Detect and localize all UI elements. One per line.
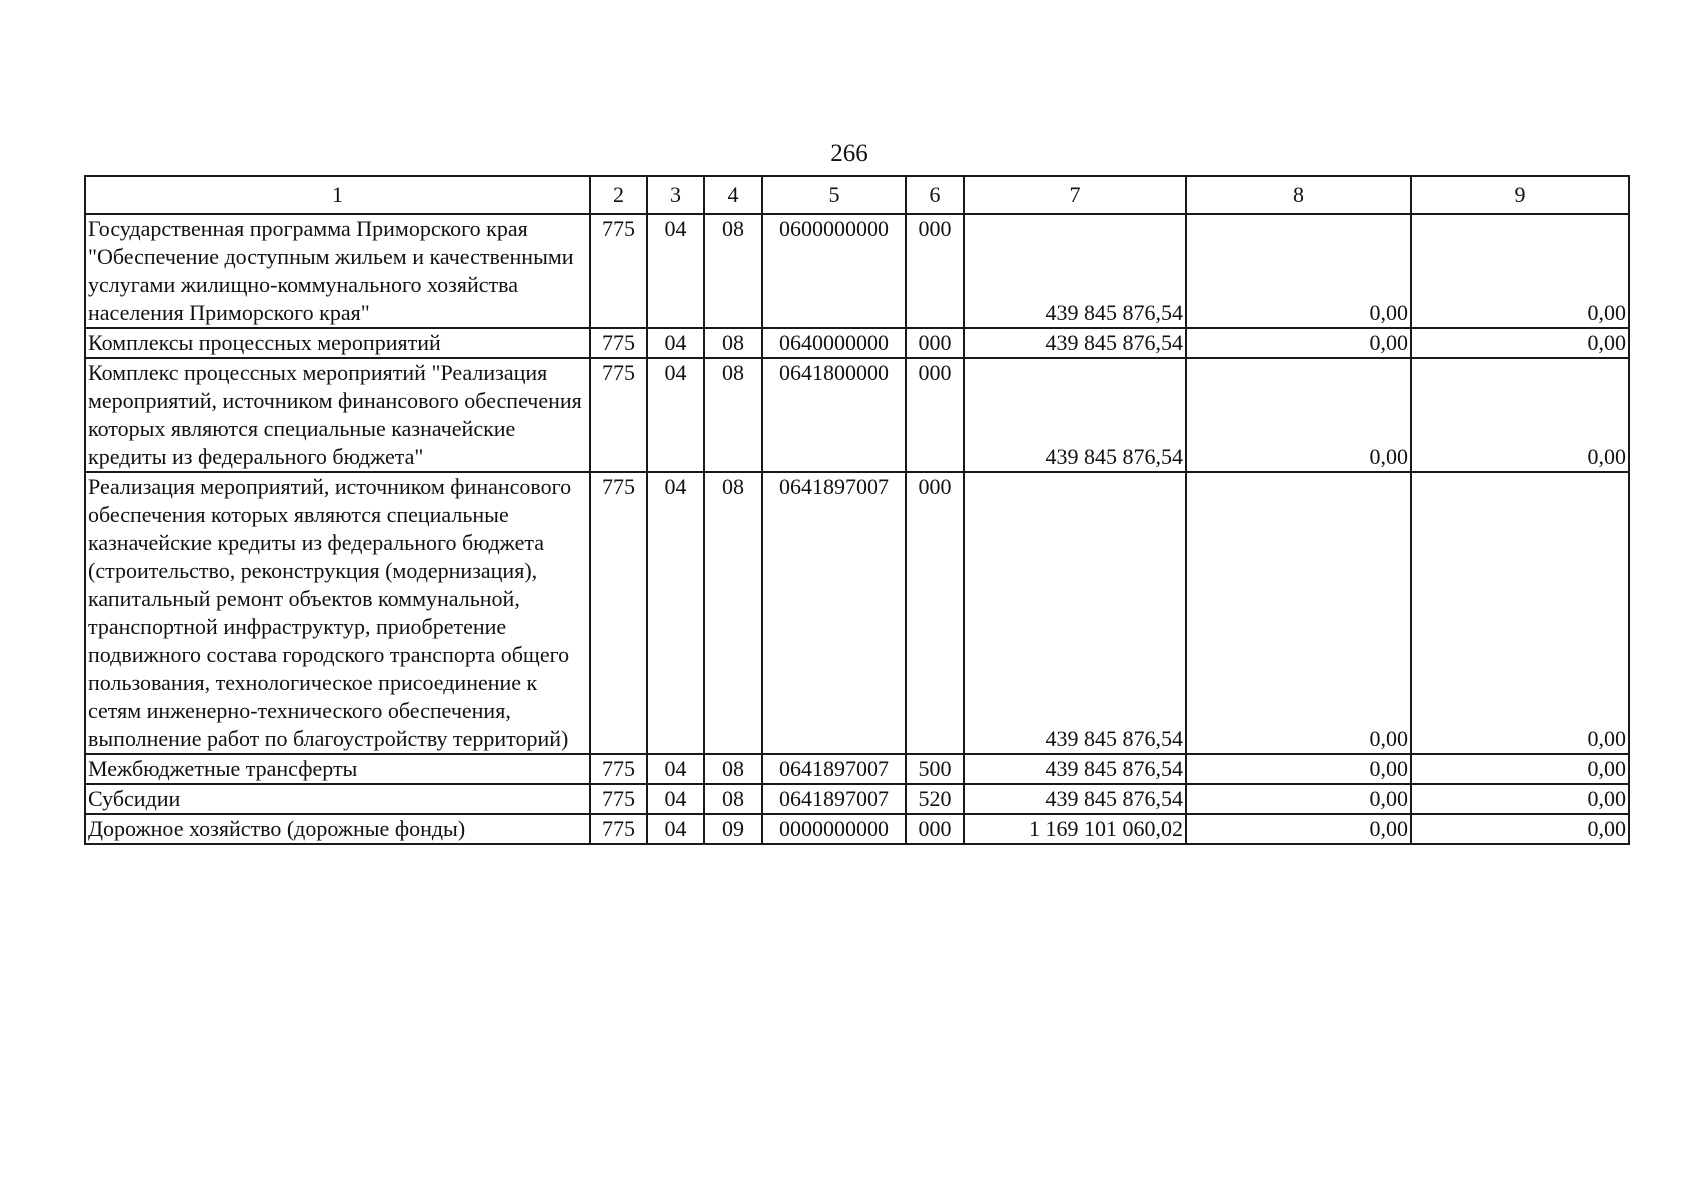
column-header: 4 bbox=[704, 176, 762, 214]
cell-col2: 775 bbox=[590, 754, 647, 784]
cell-col4: 08 bbox=[704, 754, 762, 784]
table-header bbox=[85, 176, 1629, 214]
cell-col5: 0600000000 bbox=[762, 214, 906, 328]
column-header: 9 bbox=[1411, 176, 1629, 214]
cell-col2: 775 bbox=[590, 472, 647, 754]
cell-col5: 0641897007 bbox=[762, 784, 906, 814]
cell-col8-amount: 0,00 bbox=[1186, 472, 1411, 754]
cell-col5: 0000000000 bbox=[762, 814, 906, 844]
cell-col9-amount: 0,00 bbox=[1411, 472, 1629, 754]
cell-col9-amount: 0,00 bbox=[1411, 328, 1629, 358]
cell-col7-amount: 439 845 876,54 bbox=[964, 784, 1186, 814]
cell-col2: 775 bbox=[590, 328, 647, 358]
cell-col7-amount: 439 845 876,54 bbox=[964, 472, 1186, 754]
column-header: 7 bbox=[964, 176, 1186, 214]
cell-col4: 08 bbox=[704, 472, 762, 754]
row-name: Дорожное хозяйство (дорожные фонды) bbox=[85, 814, 590, 844]
cell-col7-amount: 439 845 876,54 bbox=[964, 754, 1186, 784]
table-row bbox=[85, 784, 1629, 814]
cell-col8-amount: 0,00 bbox=[1186, 328, 1411, 358]
cell-col2: 775 bbox=[590, 358, 647, 472]
cell-col3: 04 bbox=[647, 784, 704, 814]
cell-col6: 500 bbox=[906, 754, 964, 784]
column-header: 2 bbox=[590, 176, 647, 214]
cell-col7-amount: 439 845 876,54 bbox=[964, 214, 1186, 328]
cell-col6: 000 bbox=[906, 328, 964, 358]
cell-col6: 000 bbox=[906, 472, 964, 754]
row-name: Государственная программа Приморского края "Обеспечение доступным жильем и качественными услугами жилищно-коммунального хозяйства населения Приморского края" bbox=[85, 214, 590, 328]
column-header: 8 bbox=[1186, 176, 1411, 214]
header-row bbox=[85, 176, 1629, 214]
cell-col8-amount: 0,00 bbox=[1186, 814, 1411, 844]
row-name: Субсидии bbox=[85, 784, 590, 814]
column-header: 3 bbox=[647, 176, 704, 214]
row-name: Реализация мероприятий, источником финансового обеспечения которых являются специальные казначейские кредиты из федерального бюджета (строительство, реконструкция (модернизация), капитальный ремонт объектов коммунальной, транспортной инфраструктур, приобретение подвижного состава городского транспорта общего пользования, технологическое присоединение к сетям инженерно-технического обеспечения, выполнение работ по благоустройству территорий) bbox=[85, 472, 590, 754]
cell-col3: 04 bbox=[647, 358, 704, 472]
cell-col8-amount: 0,00 bbox=[1186, 214, 1411, 328]
column-header: 6 bbox=[906, 176, 964, 214]
cell-col2: 775 bbox=[590, 784, 647, 814]
cell-col3: 04 bbox=[647, 328, 704, 358]
cell-col9-amount: 0,00 bbox=[1411, 754, 1629, 784]
cell-col3: 04 bbox=[647, 214, 704, 328]
column-header: 5 bbox=[762, 176, 906, 214]
table-row bbox=[85, 358, 1629, 472]
cell-col8-amount: 0,00 bbox=[1186, 784, 1411, 814]
table-row bbox=[85, 472, 1629, 754]
cell-col9-amount: 0,00 bbox=[1411, 358, 1629, 472]
cell-col8-amount: 0,00 bbox=[1186, 754, 1411, 784]
cell-col4: 08 bbox=[704, 358, 762, 472]
cell-col5: 0641897007 bbox=[762, 754, 906, 784]
row-name: Комплексы процессных мероприятий bbox=[85, 328, 590, 358]
cell-col7-amount: 1 169 101 060,02 bbox=[964, 814, 1186, 844]
cell-col5: 0640000000 bbox=[762, 328, 906, 358]
column-header: 1 bbox=[85, 176, 590, 214]
cell-col2: 775 bbox=[590, 814, 647, 844]
table-body bbox=[85, 214, 1629, 844]
table-row bbox=[85, 754, 1629, 784]
cell-col7-amount: 439 845 876,54 bbox=[964, 328, 1186, 358]
page-number: 266 bbox=[830, 140, 868, 167]
cell-col3: 04 bbox=[647, 754, 704, 784]
table-row bbox=[85, 214, 1629, 328]
table-row bbox=[85, 328, 1629, 358]
cell-col6: 520 bbox=[906, 784, 964, 814]
cell-col4: 08 bbox=[704, 214, 762, 328]
cell-col9-amount: 0,00 bbox=[1411, 214, 1629, 328]
cell-col4: 08 bbox=[704, 784, 762, 814]
cell-col9-amount: 0,00 bbox=[1411, 814, 1629, 844]
cell-col9-amount: 0,00 bbox=[1411, 784, 1629, 814]
cell-col7-amount: 439 845 876,54 bbox=[964, 358, 1186, 472]
row-name: Комплекс процессных мероприятий "Реализация мероприятий, источником финансового обеспечения которых являются специальные казначейские кредиты из федерального бюджета" bbox=[85, 358, 590, 472]
row-name: Межбюджетные трансферты bbox=[85, 754, 590, 784]
cell-col2: 775 bbox=[590, 214, 647, 328]
budget-table bbox=[84, 175, 1630, 845]
cell-col8-amount: 0,00 bbox=[1186, 358, 1411, 472]
cell-col5: 0641800000 bbox=[762, 358, 906, 472]
cell-col4: 08 bbox=[704, 328, 762, 358]
cell-col4: 09 bbox=[704, 814, 762, 844]
cell-col3: 04 bbox=[647, 472, 704, 754]
table-row bbox=[85, 814, 1629, 844]
cell-col6: 000 bbox=[906, 358, 964, 472]
cell-col3: 04 bbox=[647, 814, 704, 844]
cell-col5: 0641897007 bbox=[762, 472, 906, 754]
cell-col6: 000 bbox=[906, 214, 964, 328]
cell-col6: 000 bbox=[906, 814, 964, 844]
